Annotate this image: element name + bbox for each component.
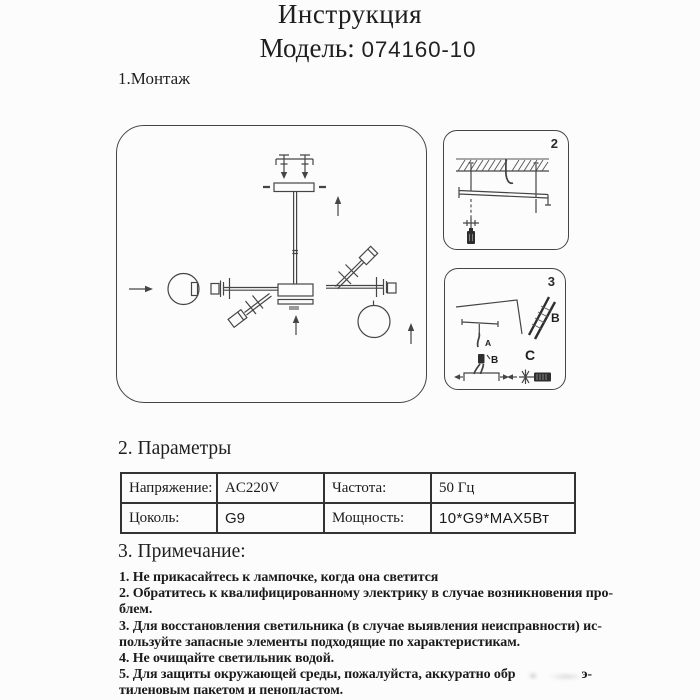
note-line: 3. Для восстановления светильника (в случае выявления неисправности) ис-: [119, 618, 602, 634]
note-line-tail: э-: [581, 667, 592, 683]
notes-list: [119, 570, 613, 700]
figure-number: 2: [550, 136, 558, 151]
diagonal-arm-lower-left: [228, 294, 271, 328]
plug-assembly: [507, 370, 551, 385]
arrow-up-icon: [408, 323, 414, 344]
param-value: 50 Гц: [431, 473, 575, 503]
wire-a: [478, 333, 480, 347]
canopy-bar: [454, 373, 509, 381]
note-line: пользуйте запасные элементы подходящие по характеристикам.: [119, 634, 521, 650]
model-number: 074160-10: [361, 37, 477, 62]
wire-connection-diagram: [445, 269, 564, 388]
canopy-plate: [263, 183, 326, 192]
label-a: A: [485, 338, 492, 348]
note-line: 4. Не очищайте светильник водой.: [119, 650, 335, 666]
central-hub: [278, 284, 313, 310]
figure-step-2: [443, 130, 569, 250]
ceiling-hatch: [456, 159, 549, 171]
ceiling-lamp-assembly-diagram: [117, 126, 425, 401]
section-heading-notes: 3. Примечание:: [118, 541, 246, 562]
g9-bulb: [228, 310, 247, 328]
note-line: блем.: [119, 602, 153, 618]
hanging-screw-assembly: [463, 199, 479, 244]
section-heading-params: 2. Параметры: [118, 438, 232, 459]
arrow-up-icon: [335, 196, 341, 216]
note-line: 1. Не прикасайтесь к лампочке, когда она светится: [119, 570, 439, 585]
arrow-up-icon: [293, 315, 299, 335]
note-line: тиленовым пакетом и пенопластом.: [119, 683, 344, 699]
page-title: Инструкция: [277, 0, 423, 29]
label-b: B: [491, 355, 499, 366]
ceiling-plane: [456, 300, 522, 334]
figure-number: 3: [547, 274, 555, 289]
param-value: AC220V: [217, 473, 324, 503]
note-line: 2. Обратитесь к квалифицированному электрику в случае возникновения про-: [119, 586, 613, 602]
param-value: 10*G9*MAX5Вт: [431, 503, 575, 533]
figure-main-assembly: [116, 125, 427, 403]
ceiling-bracket-mounting-diagram: [444, 131, 567, 248]
note-line-text: 5. Для защиты окружающей среды, пожалуйста, аккуратно обр: [119, 667, 516, 683]
param-label: Напряжение:: [121, 473, 217, 503]
label-b-bundle: B: [551, 311, 560, 325]
model-label: Модель:: [259, 33, 355, 63]
param-label: Частота:: [324, 473, 431, 503]
table-row: [121, 473, 575, 503]
glass-sphere-shade: [168, 274, 199, 305]
note-line: [119, 667, 592, 683]
param-label: Цоколь:: [121, 503, 217, 533]
vertical-rod: [292, 192, 298, 285]
param-value: G9: [217, 503, 324, 533]
param-label: Мощность:: [324, 503, 431, 533]
mounting-screws: [276, 155, 313, 179]
parameters-table: [120, 472, 576, 534]
label-leader: [487, 355, 490, 359]
ceiling-bracket: [462, 319, 498, 333]
section-heading-montage: 1.Монтаж: [118, 69, 190, 88]
figure-step-3: [444, 268, 566, 390]
glass-sphere-shade: [358, 301, 390, 338]
label-c: C: [525, 347, 536, 363]
diagonal-arm-upper-right: [336, 246, 378, 288]
mounting-bar: [459, 187, 551, 205]
table-row: [121, 503, 575, 533]
right-arm-socket: [326, 277, 396, 297]
blurred-watermark-area: [515, 667, 581, 683]
wire-connector: [478, 354, 485, 364]
arrow-right-icon: [129, 286, 153, 292]
left-arm-socket: [211, 278, 278, 299]
g9-bulb: [359, 246, 377, 264]
model-line: [0, 33, 700, 64]
